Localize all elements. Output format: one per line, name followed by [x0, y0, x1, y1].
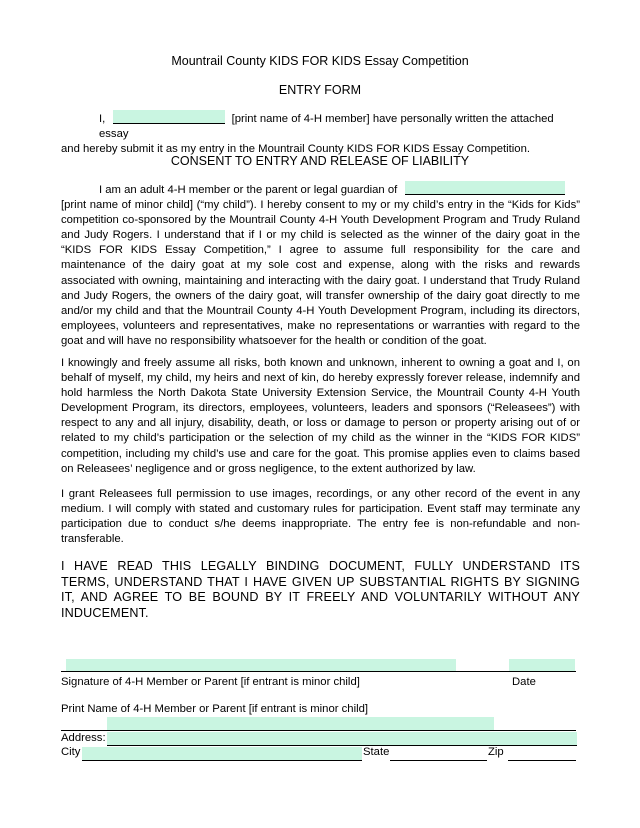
entry-text-line1: [print name of 4-H member] have personally written the attached essay [99, 113, 554, 141]
city-label: City [61, 746, 81, 758]
minor-child-name-field[interactable] [405, 181, 565, 195]
member-name-field[interactable] [113, 110, 225, 124]
entry-text-line2: and hereby submit it as my entry in the Mountrail County KIDS FOR KIDS Essay Competition. [61, 143, 531, 156]
city-field[interactable] [82, 747, 362, 760]
permission-paragraph: I grant Releasees full permission to use images, recordings, or any other record of the event in any medium. I will comply with stated and customary rules for participation. Event staff may terminate any participation due to conduct s/he deems inappropriate. The entry fee is non-refundable and non-transferable. [61, 488, 580, 546]
signature-label: Signature of 4-H Member or Parent [if entrant is minor child] [61, 676, 360, 688]
print-name-label: Print Name of 4-H Member or Parent [if entrant is minor child] [61, 703, 369, 715]
consent-paragraph-1 [61, 181, 580, 349]
document-title: Mountrail County KIDS FOR KIDS Essay Competition [171, 54, 469, 68]
address-field[interactable] [107, 732, 577, 745]
state-label: State [363, 746, 390, 758]
consent-body-text: [print name of minor child] (“my child”). I hereby consent to my or my child’s entry in the “Kids for Kids” competition co-sponsored by the Mountrail County 4-H Youth Development Program and Trudy Ruland and Judy Rogers. I understand that if I or my child is selected as the winner of the dairy goat in the “KIDS FOR KIDS Essay Competition,” I agree to assume full responsibility for the care and maintenance of the dairy goat at my sole cost and expense, along with the risks and rewards associated with owning, maintaining and interacting with the dairy goat. I understand that Trudy Ruland and Judy Rogers, the owners of the dairy goat, will transfer ownership of the dairy goat directly to me and/or my child and that the Mountrail County 4-H Youth Development Program, including its directors, employees, volunteers and representatives, make no representations or warranties with regard to the goat and will have no responsibility whatsoever for the health or condition of the goat. [61, 199, 580, 347]
signature-field[interactable] [66, 659, 456, 671]
print-name-line [61, 730, 576, 731]
signature-line [61, 671, 576, 672]
address-label: Address: [61, 732, 106, 744]
date-field[interactable] [509, 659, 575, 671]
release-paragraph: I knowingly and freely assume all risks, both known and unknown, inherent to owning a goat and I, on behalf of myself, my child, my heirs and next of kin, do hereby expressly forever release, indemnify and hold harmless the North Dakota State University Extension Service, the Mountrail County 4-H Youth Development Program, its directors, employees, volunteers, leaders and sponsors (“Releasees”) with respect to any and all injury, disability, death, or loss or damage to person or property arising out of or related to my child’s participation or the selection of my child as the winner in the “KIDS FOR KIDS” competition, including my child’s use and care for the goat. This promise applies even to claims based on Releasees’ negligence and or gross negligence, to the extent authorized by law. [61, 357, 580, 475]
consent-heading: CONSENT TO ENTRY AND RELEASE OF LIABILITY [170, 154, 470, 168]
form-title: ENTRY FORM [278, 83, 362, 97]
date-label: Date [512, 676, 536, 688]
zip-line[interactable] [508, 760, 576, 761]
entry-statement [61, 110, 580, 157]
acknowledgement-statement: I HAVE READ THIS LEGALLY BINDING DOCUMENT, FULLY UNDERSTAND ITS TERMS, UNDERSTAND THAT I HAVE GIVEN UP SUBSTANTIAL RIGHTS BY SIGNING IT, AND AGREE TO BE BOUND BY IT FREELY AND VOLUNTARILY WITHOUT ANY INDUCEMENT. [61, 559, 580, 620]
city-line [82, 760, 362, 761]
zip-label: Zip [488, 746, 504, 758]
state-line[interactable] [390, 760, 487, 761]
entry-prefix: I, [99, 113, 106, 125]
consent-lead-text: I am an adult 4-H member or the parent or legal guardian of [99, 184, 398, 196]
print-name-field[interactable] [107, 717, 494, 730]
address-line [107, 745, 577, 746]
